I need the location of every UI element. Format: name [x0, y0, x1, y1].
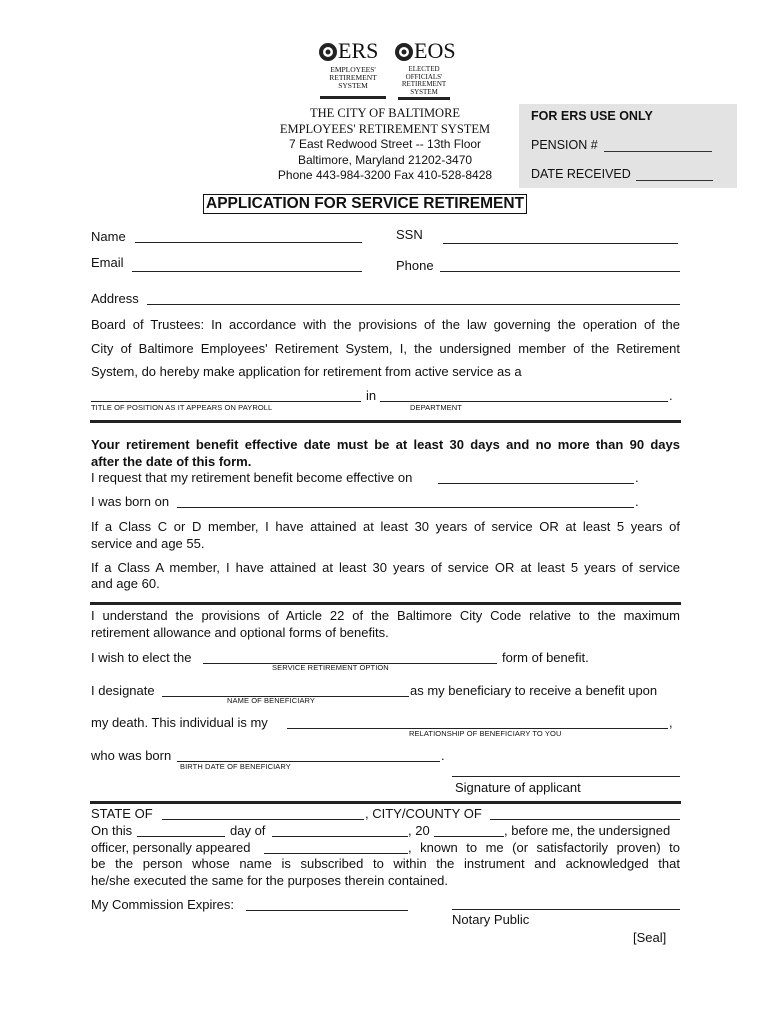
born-on-label: I was born on — [91, 494, 170, 509]
notary-day-input[interactable] — [137, 836, 225, 837]
org-header — [255, 106, 515, 184]
date-received-label: DATE RECEIVED — [531, 167, 631, 181]
before-me-label: , before me, the undersigned — [504, 823, 671, 838]
eos-logo — [394, 40, 456, 102]
name-input[interactable] — [135, 242, 362, 243]
ers-box-title: FOR ERS USE ONLY — [531, 109, 653, 123]
period-mark: . — [441, 748, 445, 763]
designate-suffix: as my beneficiary to receive a benefit upon — [410, 683, 658, 698]
ers-logo-title: ERS — [338, 38, 379, 63]
eos-logo-sub: OFFICIALS' — [405, 72, 443, 81]
beneficiary-caption: NAME OF BENEFICIARY — [227, 696, 316, 705]
applicant-signature-input[interactable] — [452, 776, 680, 777]
pension-label: PENSION # — [531, 138, 598, 152]
pension-field[interactable] — [604, 151, 712, 152]
birth-date-input[interactable] — [177, 507, 634, 508]
intro-line2: City of Baltimore Employees' Retirement System, I, the undersigned member of the Retirement — [91, 341, 680, 356]
notary-public-label: Notary Public — [452, 912, 530, 927]
email-input[interactable] — [132, 271, 362, 272]
state-label: STATE OF — [91, 806, 153, 821]
phone-label: Phone — [396, 258, 434, 273]
notary-month-input[interactable] — [272, 836, 408, 837]
city-input[interactable] — [490, 819, 680, 820]
notary-signature-input[interactable] — [452, 909, 680, 910]
period-mark: . — [635, 494, 639, 509]
elect-suffix: form of benefit. — [502, 650, 589, 665]
class-c-line1: If a Class C or D member, I have attained at least 30 years of service OR at least 5 years of — [91, 519, 680, 534]
commission-input[interactable] — [246, 910, 408, 911]
effective-date-input[interactable] — [438, 483, 634, 484]
on-this-label: On this — [91, 823, 133, 838]
intro-line3: System, do hereby make application for retirement from active service as a — [91, 364, 522, 379]
ers-seal-icon — [318, 42, 338, 62]
seal-label: [Seal] — [633, 930, 667, 945]
birth-caption: BIRTH DATE OF BENEFICIARY — [180, 762, 291, 771]
org-address1: 7 East Redwood Street -- 13th Floor — [288, 137, 482, 151]
ers-logo — [318, 40, 390, 102]
date-received-field[interactable] — [636, 180, 713, 181]
understand-line2: retirement allowance and optional forms of benefits. — [91, 625, 389, 640]
department-caption: DEPARTMENT — [410, 403, 462, 412]
address-label: Address — [91, 291, 139, 306]
phone-input[interactable] — [440, 271, 680, 272]
year-label: , 20 — [408, 823, 430, 838]
period-mark: . — [635, 470, 639, 485]
known-label: , known to me (or satisfactorily proven) to — [408, 840, 680, 855]
effective-notice-line2: after the date of this form. — [91, 454, 252, 469]
ers-logo-sub: RETIREMENT — [329, 73, 377, 82]
intro-line1: Board of Trustees: In accordance with the provisions of the law governing the operation of the — [91, 317, 680, 332]
ssn-input[interactable] — [443, 243, 678, 244]
relationship-caption: RELATIONSHIP OF BENEFICIARY TO YOU — [409, 729, 562, 738]
request-effective-label: I request that my retirement benefit become effective on — [91, 470, 413, 485]
city-label: , CITY/COUNTY OF — [365, 806, 482, 821]
org-line1: THE CITY OF BALTIMORE — [309, 106, 461, 120]
eos-seal-icon — [394, 42, 414, 62]
class-a-line2: and age 60. — [91, 576, 160, 591]
position-caption: TITLE OF POSITION AS IT APPEARS ON PAYROLL — [91, 403, 273, 412]
state-input[interactable] — [162, 819, 364, 820]
form-title: APPLICATION FOR SERVICE RETIREMENT — [203, 194, 527, 214]
born-label: who was born — [91, 748, 172, 763]
eos-logo-sub: ELECTED — [408, 65, 440, 73]
intro-period: . — [669, 388, 673, 403]
comma-mark: , — [669, 715, 673, 730]
eos-logo-sub: RETIREMENT — [401, 80, 447, 88]
be-the-person-line: be the person whose name is subscribed to within the instrument and acknowledged that — [91, 856, 680, 871]
signature-label: Signature of applicant — [455, 780, 581, 795]
elect-label: I wish to elect the — [91, 650, 192, 665]
effective-notice-line1: Your retirement benefit effective date must be at least 30 days and no more than 90 days — [91, 437, 680, 452]
section-divider — [90, 602, 681, 605]
section-divider — [90, 420, 681, 423]
ers-logo-sub: EMPLOYEES' — [330, 65, 376, 74]
death-label: my death. This individual is my — [91, 715, 268, 730]
section-divider — [90, 801, 681, 804]
ssn-label: SSN — [396, 227, 423, 242]
ers-use-only-box — [519, 104, 737, 188]
eos-logo-sub: SYSTEM — [410, 87, 438, 96]
email-label: Email — [91, 255, 124, 270]
eos-logo-title: EOS — [414, 38, 456, 63]
commission-label: My Commission Expires: — [91, 897, 235, 912]
understand-line1: I understand the provisions of Article 22 of the Baltimore City Code relative to the maximum — [91, 608, 680, 623]
class-c-line2: service and age 55. — [91, 536, 205, 551]
department-input[interactable] — [380, 401, 668, 402]
option-caption: SERVICE RETIREMENT OPTION — [272, 663, 389, 672]
org-line2: EMPLOYEES' RETIREMENT SYSTEM — [279, 121, 491, 136]
name-label: Name — [91, 229, 126, 244]
org-address2: Baltimore, Maryland 21202-3470 — [297, 152, 473, 167]
address-input[interactable] — [147, 304, 680, 305]
in-word: in — [366, 388, 377, 403]
notary-year-input[interactable] — [434, 836, 504, 837]
appeared-name-input[interactable] — [264, 853, 408, 854]
officer-label: officer, personally appeared — [91, 840, 251, 855]
day-of-label: day of — [230, 823, 266, 838]
ers-logo-sub: SYSTEM — [338, 81, 368, 90]
executed-line: he/she executed the same for the purposes therein contained. — [91, 873, 449, 888]
org-phone: Phone 443-984-3200 Fax 410-528-8428 — [277, 168, 493, 182]
position-title-input[interactable] — [91, 401, 361, 402]
designate-label: I designate — [91, 683, 155, 698]
class-a-line1: If a Class A member, I have attained at least 30 years of service OR at least 5 years of service — [91, 560, 680, 575]
